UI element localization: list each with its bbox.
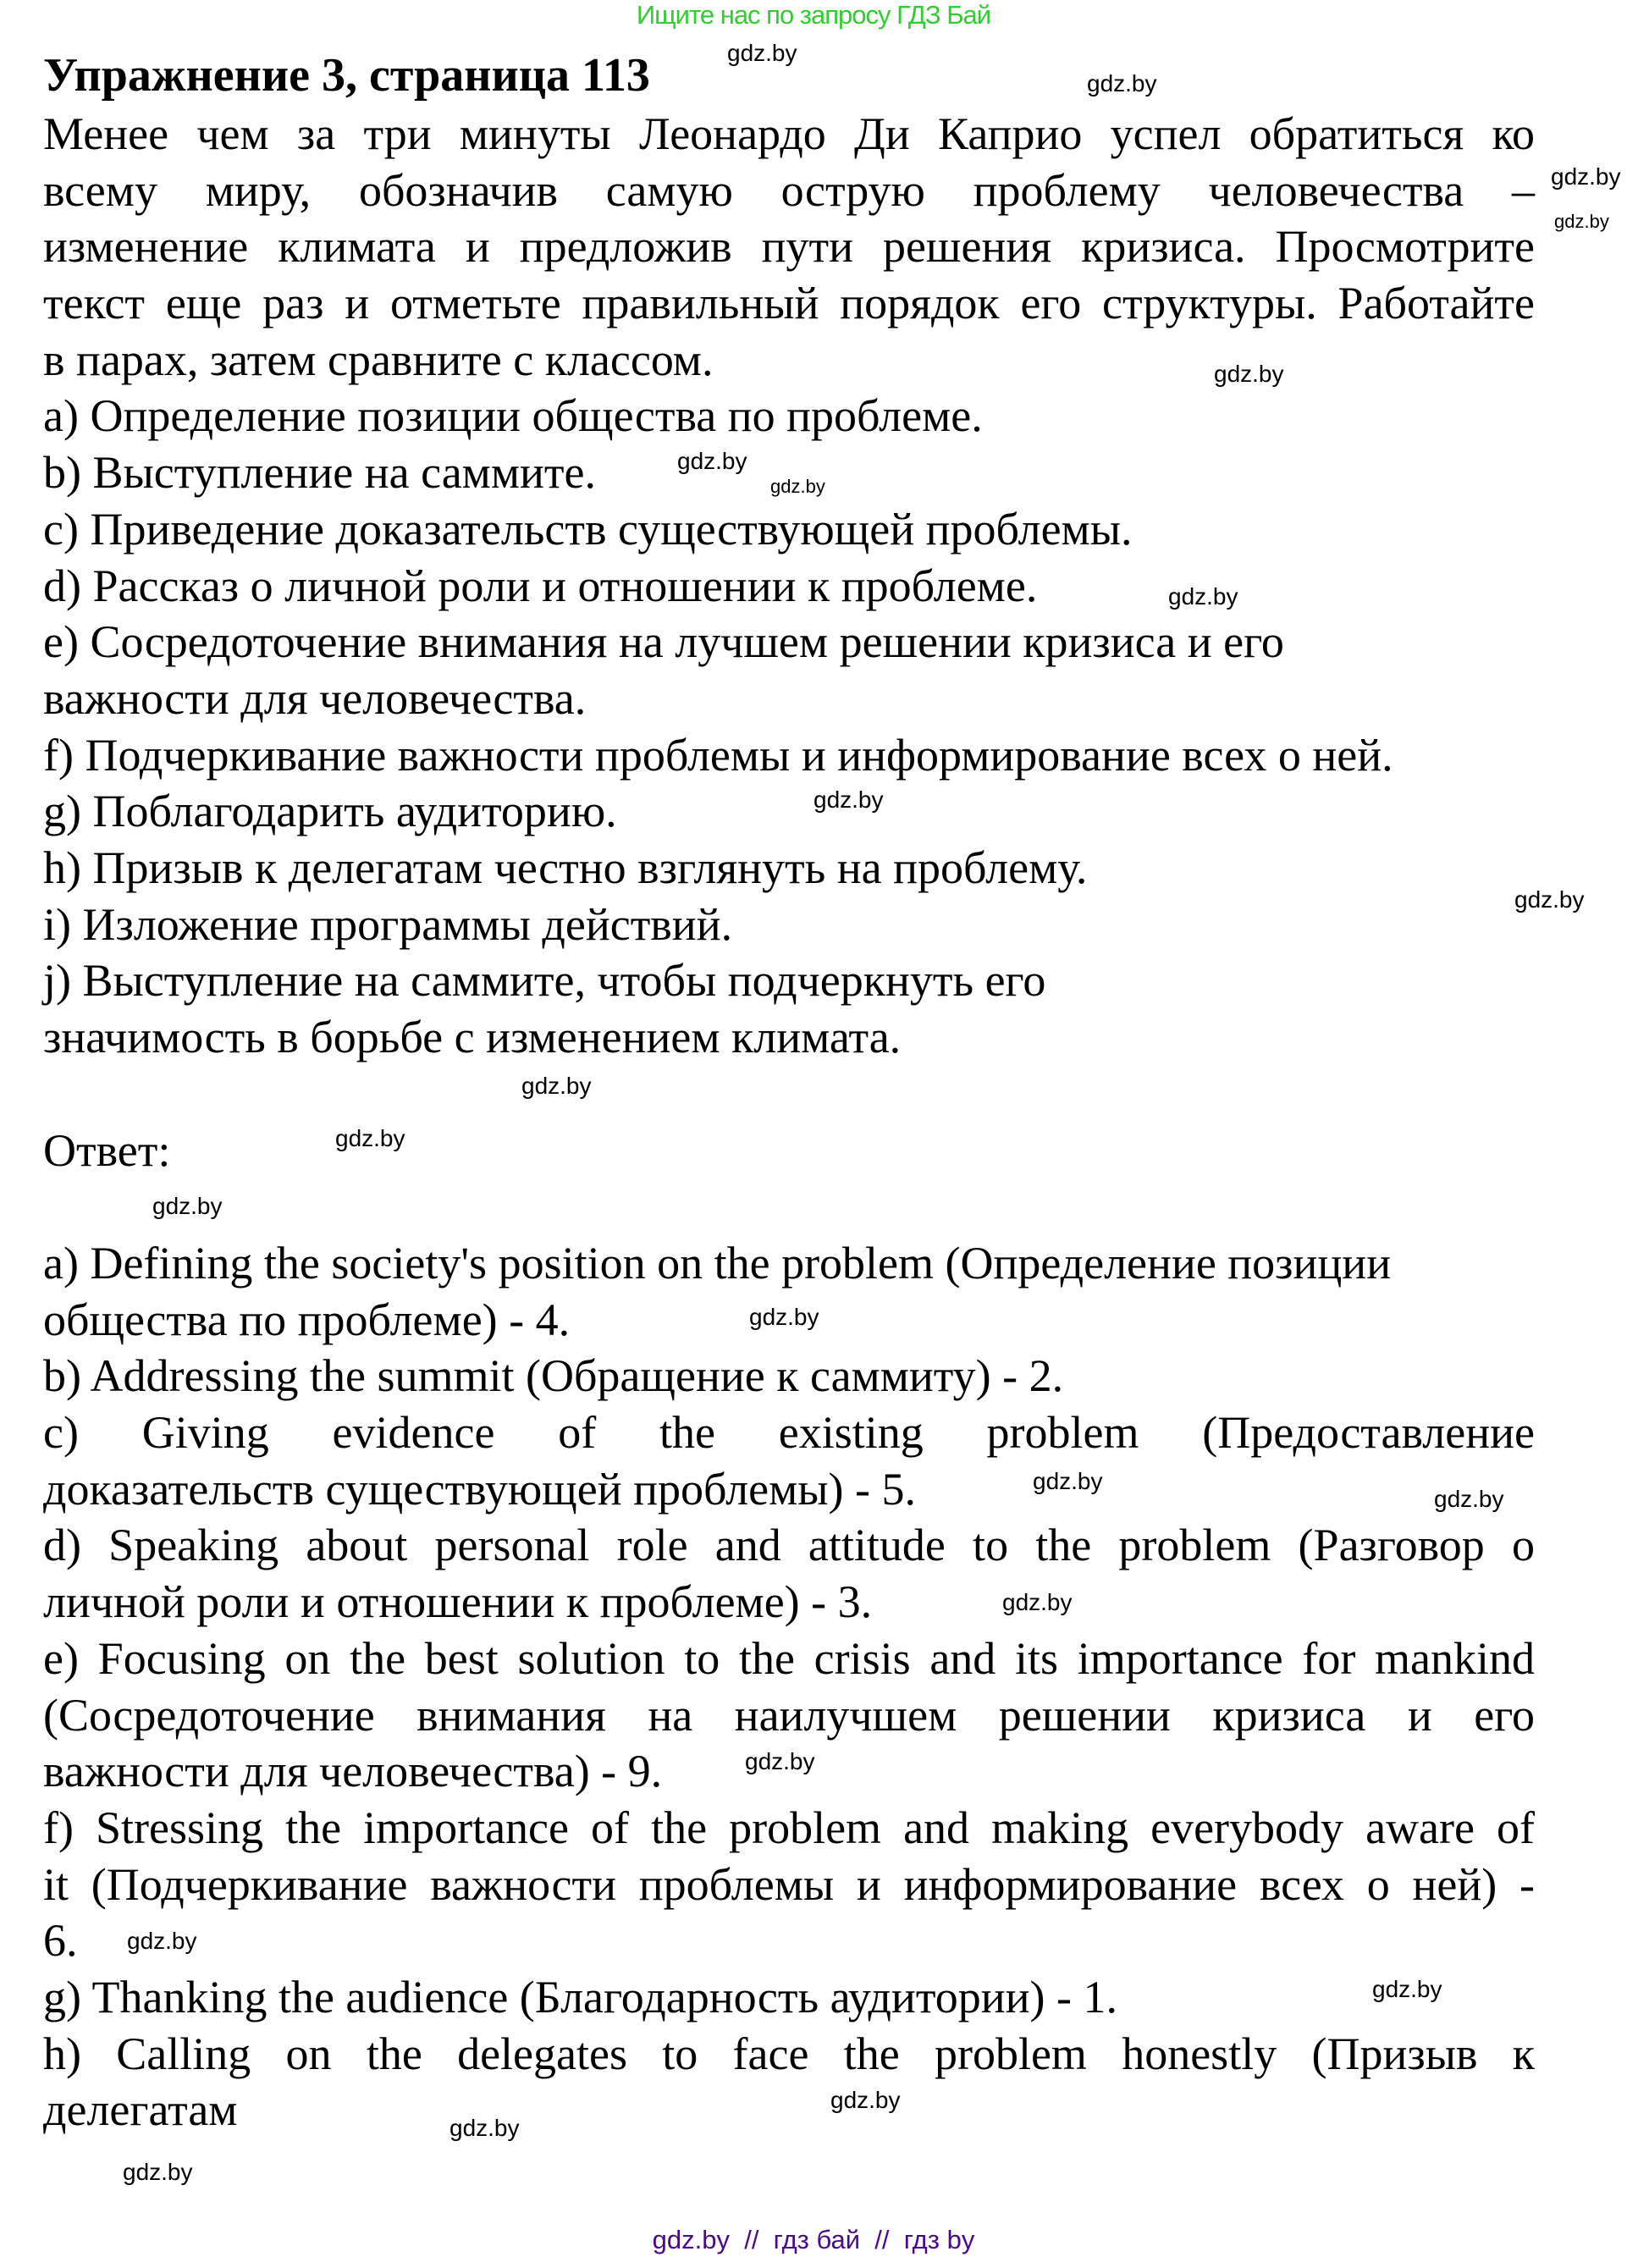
watermark: gdz.by xyxy=(1033,1468,1103,1494)
answer-line: важности для человечества) - 9. xyxy=(43,1746,663,1796)
exercise-line: всему миру, обозначив самую острую проблему человечества – xyxy=(43,165,1535,216)
footer-links: gdz.by // гдз бай // гдз by xyxy=(652,2225,975,2254)
option-g: g) Поблагодарить аудиторию. xyxy=(43,786,617,836)
watermark: gdz.by xyxy=(1168,583,1238,610)
answer-line: общества по проблеме) - 4. xyxy=(43,1294,571,1345)
option-i: i) Изложение программы действий. xyxy=(43,899,733,950)
watermark: gdz.by xyxy=(677,448,747,474)
watermark: gdz.by xyxy=(727,40,797,66)
exercise-line: изменение климата и предложив пути решения кризиса. Просмотрите xyxy=(43,221,1535,272)
watermark: gdz.by xyxy=(123,2159,193,2185)
top-banner: Ищите нас по запросу ГДЗ Бай xyxy=(636,0,991,30)
option-b: b) Выступление на саммите. xyxy=(43,447,596,498)
answer-line: b) Addressing the summit (Обращение к саммиту) - 2. xyxy=(43,1350,1064,1401)
watermark: gdz.by xyxy=(521,1073,592,1099)
watermark: gdz.by xyxy=(1554,211,1609,232)
answer-line: g) Thanking the audience (Благодарность аудитории) - 1. xyxy=(43,1972,1117,2022)
answer-line: a) Defining the society's position on the problem (Определение позиции xyxy=(43,1238,1392,1289)
watermark: gdz.by xyxy=(830,2087,901,2113)
answer-line: 6. xyxy=(43,1915,78,1966)
watermark: gdz.by xyxy=(127,1928,197,1954)
option-f: f) Подчеркивание важности проблемы и информирование всех о ней. xyxy=(43,730,1393,781)
answer-line: h) Calling on the delegates to face the problem honestly (Призыв к xyxy=(43,2028,1535,2079)
answer-line: личной роли и отношении к проблеме) - 3. xyxy=(43,1576,873,1627)
watermark: gdz.by xyxy=(1434,1486,1504,1512)
exercise-line: Менее чем за три минуты Леонардо Ди Каприо успел обратиться ко xyxy=(43,108,1535,159)
watermark: gdz.by xyxy=(749,1304,819,1330)
answer-label: Ответ: xyxy=(43,1125,171,1176)
watermark: gdz.by xyxy=(1514,886,1585,913)
option-c: c) Приведение доказательств существующей проблемы. xyxy=(43,504,1133,555)
option-d: d) Рассказ о личной роли и отношении к проблеме. xyxy=(43,560,1038,611)
exercise-line: текст еще раз и отметьте правильный порядок его структуры. Работайте xyxy=(43,278,1535,328)
answer-line: (Сосредоточение внимания на наилучшем решении кризиса и его xyxy=(43,1690,1535,1741)
answer-line: d) Speaking about personal role and attitude to the problem (Разговор о xyxy=(43,1520,1535,1570)
option-j: j) Выступление на саммите, чтобы подчеркнуть его xyxy=(43,955,1046,1006)
watermark: gdz.by xyxy=(152,1193,223,1219)
answer-line: c) Giving evidence of the existing problem (Предоставление xyxy=(43,1407,1535,1458)
watermark: gdz.by xyxy=(1087,70,1157,97)
exercise-line: в парах, затем сравните с классом. xyxy=(43,334,714,385)
answer-line: it (Подчеркивание важности проблемы и информирование всех о ней) - xyxy=(43,1859,1535,1910)
watermark: gdz.by xyxy=(1551,163,1621,190)
watermark: gdz.by xyxy=(745,1748,815,1774)
watermark: gdz.by xyxy=(1214,361,1284,387)
option-e: e) Сосредоточение внимания на лучшем решении кризиса и его xyxy=(43,616,1284,667)
watermark: gdz.by xyxy=(335,1125,405,1151)
watermark: gdz.by xyxy=(449,2115,520,2141)
watermark: gdz.by xyxy=(770,476,825,497)
answer-line: делегатам xyxy=(43,2084,238,2135)
answer-line: f) Stressing the importance of the problem and making everybody aware of xyxy=(43,1802,1535,1853)
option-a: a) Определение позиции общества по проблеме. xyxy=(43,390,983,441)
watermark: gdz.by xyxy=(1372,1976,1442,2002)
option-j-cont: значимость в борьбе с изменением климата. xyxy=(43,1012,902,1062)
answer-line: доказательств существующей проблемы) - 5. xyxy=(43,1464,916,1515)
watermark: gdz.by xyxy=(1002,1589,1073,1615)
watermark: gdz.by xyxy=(814,786,884,813)
option-e-cont: важности для человечества. xyxy=(43,673,587,724)
option-h: h) Призыв к делегатам честно взглянуть на проблему. xyxy=(43,842,1088,893)
page-title: Упражнение 3, страница 113 xyxy=(43,49,650,102)
answer-line: e) Focusing on the best solution to the crisis and its importance for mankind xyxy=(43,1633,1535,1684)
